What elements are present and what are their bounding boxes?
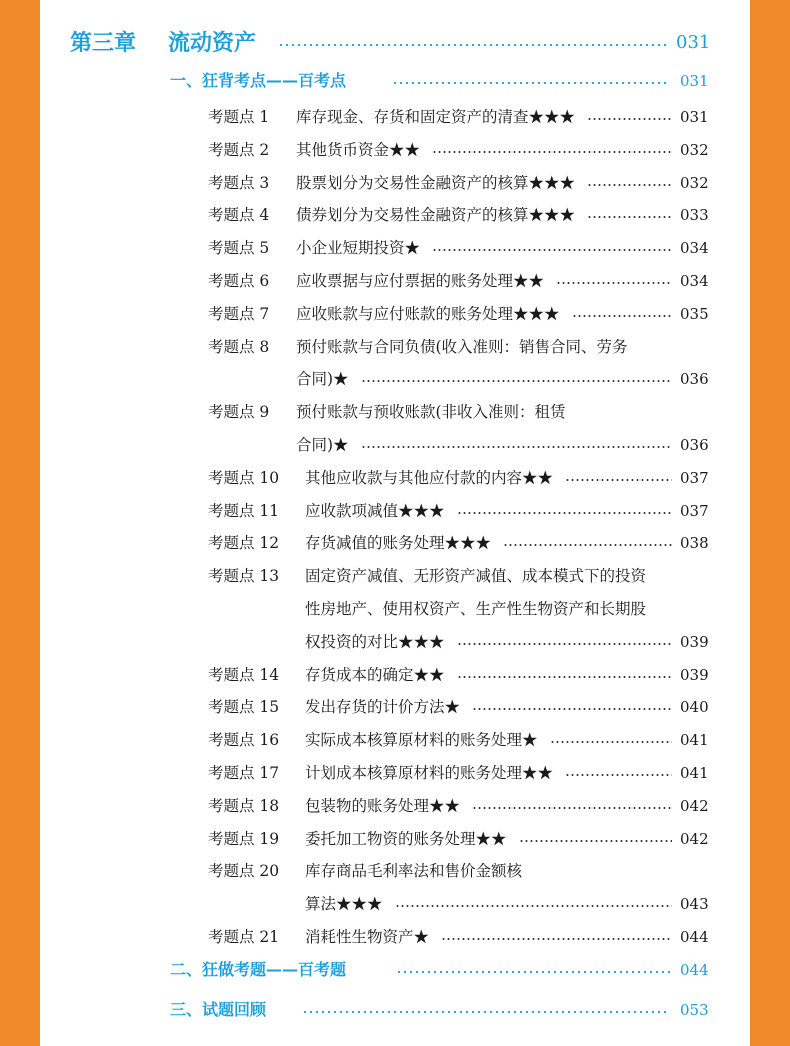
item-title: 实际成本核算原材料的账务处理★	[305, 731, 538, 750]
item-number: 考题点 20	[208, 862, 280, 881]
toc-item[interactable]	[40, 332, 750, 362]
item-page: 043	[680, 895, 709, 914]
toc-item[interactable]	[40, 233, 750, 263]
section-leader-dots	[396, 971, 670, 973]
item-number: 考题点 17	[208, 764, 280, 782]
item-title: 固定资产减值、无形资产减值、成本模式下的投资	[305, 567, 647, 586]
item-number: 考题点 15	[208, 698, 280, 717]
toc-item[interactable]	[40, 791, 750, 821]
item-title: 其他货币资金★★	[296, 140, 421, 159]
item-page: 034	[680, 272, 709, 290]
item-page: 033	[680, 206, 709, 225]
item-page: 031	[680, 108, 709, 126]
item-number: 考题点 11	[208, 501, 280, 520]
item-title: 存货减值的账务处理★★★	[305, 534, 492, 553]
item-title: 预付账款与合同负债(收入准则：销售合同、劳务	[296, 337, 628, 356]
item-page: 034	[680, 239, 709, 258]
item-title: 债券划分为交易性金融资产的核算★★★	[296, 206, 576, 225]
item-page: 039	[680, 632, 709, 651]
toc-item-continuation[interactable]	[40, 627, 750, 657]
item-title: 应收款项减值★★★	[305, 501, 445, 520]
chapter-leader-dots	[278, 44, 666, 46]
item-leader-dots	[457, 676, 672, 678]
toc-item[interactable]	[40, 824, 750, 854]
section-page: 031	[680, 72, 709, 90]
toc-item-continuation[interactable]	[40, 889, 750, 919]
item-title: 合同)★	[296, 436, 349, 454]
item-leader-dots	[472, 708, 672, 710]
toc-item-continuation[interactable]	[40, 594, 750, 624]
item-number: 考题点 16	[208, 731, 280, 750]
toc-item[interactable]	[40, 102, 750, 132]
toc-item[interactable]	[40, 266, 750, 296]
item-title: 库存商品毛利率法和售价金额核	[305, 862, 523, 881]
chapter-title: 流动资产	[168, 30, 257, 56]
section-label: 三、试题回顾	[170, 1000, 267, 1019]
item-page: 042	[680, 829, 709, 848]
item-title: 库存现金、存货和固定资产的清查★★★	[296, 108, 576, 126]
item-number: 考题点 7	[208, 304, 270, 323]
toc-item-continuation[interactable]	[40, 430, 750, 460]
item-page: 041	[680, 764, 709, 782]
item-number: 考题点 2	[208, 140, 270, 159]
item-title: 合同)★	[296, 370, 349, 389]
item-leader-dots	[457, 512, 672, 514]
item-number: 考题点 8	[208, 337, 270, 356]
item-leader-dots	[432, 151, 672, 153]
item-page: 036	[680, 370, 709, 389]
section-heading[interactable]	[40, 66, 750, 96]
item-leader-dots	[395, 905, 672, 907]
section-heading[interactable]	[40, 995, 750, 1025]
item-page: 035	[680, 304, 709, 323]
item-number: 考题点 21	[208, 928, 280, 946]
section-label: 二、狂做考题——百考题	[170, 960, 347, 979]
item-leader-dots	[361, 446, 672, 448]
item-number: 考题点 12	[208, 534, 280, 553]
item-title: 权投资的对比★★★	[305, 632, 445, 651]
item-leader-dots	[519, 840, 672, 842]
toc-item[interactable]	[40, 496, 750, 526]
toc-item[interactable]	[40, 856, 750, 886]
toc-item[interactable]	[40, 725, 750, 755]
item-leader-dots	[556, 282, 672, 284]
item-page: 042	[680, 796, 709, 815]
item-leader-dots	[565, 774, 672, 776]
item-page: 038	[680, 534, 709, 553]
item-number: 考题点 10	[208, 468, 280, 487]
item-leader-dots	[572, 315, 672, 317]
item-number: 考题点 19	[208, 829, 280, 848]
item-number: 考题点 3	[208, 173, 270, 192]
toc-item[interactable]	[40, 463, 750, 493]
item-title: 股票划分为交易性金融资产的核算★★★	[296, 173, 576, 192]
item-number: 考题点 4	[208, 206, 270, 225]
toc-item[interactable]	[40, 168, 750, 198]
item-leader-dots	[432, 249, 672, 251]
item-title: 存货成本的确定★★	[305, 665, 445, 684]
item-title: 应收账款与应付账款的账务处理★★★	[296, 304, 560, 323]
item-leader-dots	[361, 380, 672, 382]
section-leader-dots	[302, 1011, 670, 1013]
item-page: 044	[680, 928, 709, 946]
item-page: 039	[680, 665, 709, 684]
chapter-page: 031	[676, 32, 711, 53]
toc-item[interactable]	[40, 922, 750, 952]
item-title: 包装物的账务处理★★	[305, 796, 461, 815]
toc-item[interactable]	[40, 397, 750, 427]
item-number: 考题点 6	[208, 272, 270, 290]
item-title: 性房地产、使用权资产、生产性生物资产和长期股	[305, 600, 647, 618]
item-leader-dots	[472, 807, 672, 809]
item-number: 考题点 14	[208, 665, 280, 684]
item-number: 考题点 5	[208, 239, 270, 258]
item-number: 考题点 1	[208, 108, 270, 126]
item-number: 考题点 9	[208, 403, 270, 422]
chapter-heading[interactable]	[40, 28, 750, 58]
item-leader-dots	[550, 741, 672, 743]
item-title: 委托加工物资的账务处理★★	[305, 829, 507, 848]
item-number: 考题点 13	[208, 567, 280, 586]
toc-item[interactable]	[40, 561, 750, 591]
item-number: 考题点 18	[208, 796, 280, 815]
item-page: 032	[680, 140, 709, 159]
item-page: 037	[680, 501, 709, 520]
item-page: 036	[680, 436, 709, 454]
item-page: 032	[680, 173, 709, 192]
item-leader-dots	[503, 544, 672, 546]
item-title: 预付账款与预收账款(非收入准则：租赁	[296, 403, 566, 422]
toc-item[interactable]	[40, 299, 750, 329]
item-leader-dots	[565, 479, 672, 481]
item-page: 041	[680, 731, 709, 750]
item-leader-dots	[457, 643, 672, 645]
item-leader-dots	[587, 118, 672, 120]
item-title: 算法★★★	[305, 895, 383, 914]
section-page: 044	[680, 961, 709, 979]
item-leader-dots	[441, 938, 672, 940]
toc-item[interactable]	[40, 135, 750, 165]
item-title: 消耗性生物资产★	[305, 928, 430, 946]
item-leader-dots	[587, 216, 672, 218]
item-title: 计划成本核算原材料的账务处理★★	[305, 764, 554, 782]
section-heading[interactable]	[40, 955, 750, 985]
toc-item[interactable]	[40, 660, 750, 690]
item-page: 040	[680, 698, 709, 717]
section-leader-dots	[392, 82, 670, 84]
toc-item[interactable]	[40, 528, 750, 558]
item-title: 应收票据与应付票据的账务处理★★	[296, 272, 545, 290]
toc-item-continuation[interactable]	[40, 364, 750, 394]
item-title: 其他应收款与其他应付款的内容★★	[305, 468, 554, 487]
section-label: 一、狂背考点——百考点	[170, 71, 347, 90]
item-title: 发出存货的计价方法★	[305, 698, 461, 717]
item-leader-dots	[587, 184, 672, 186]
toc-page	[40, 0, 750, 1046]
toc-item[interactable]	[40, 692, 750, 722]
section-page: 053	[680, 1001, 709, 1019]
item-page: 037	[680, 468, 709, 487]
toc-item[interactable]	[40, 758, 750, 788]
item-title: 小企业短期投资★	[296, 239, 421, 258]
chapter-label: 第三章	[70, 30, 137, 56]
toc-item[interactable]	[40, 200, 750, 230]
